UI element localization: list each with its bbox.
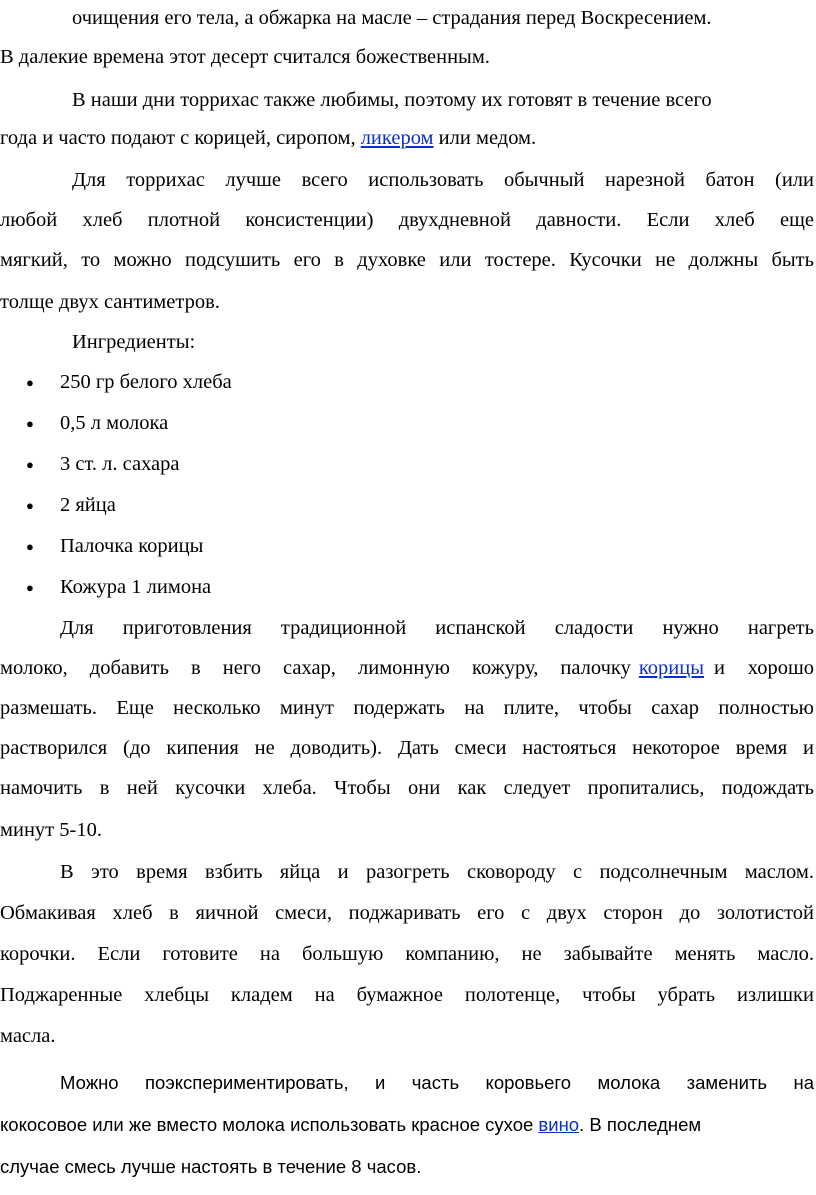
paragraph-line: масла.	[0, 1025, 56, 1047]
paragraph-line	[60, 608, 814, 649]
paragraph-line: минут 5-10.	[0, 819, 102, 841]
text-span: или медом.	[438, 127, 537, 149]
paragraph-line	[0, 240, 814, 281]
text-span: молоко, добавить в него сахар, лимонную кожуру, палочку	[0, 657, 631, 679]
paragraph-line: случае смесь лучше настоять в течение 8 часов.	[0, 1156, 422, 1177]
paragraph-line	[60, 1062, 814, 1103]
justified-text: намочить в ней кусочки хлеба. Чтобы они как следует пропитались, подождать	[0, 777, 814, 799]
text-span: . В последнем	[579, 1114, 702, 1135]
bullet-icon: ●	[26, 539, 34, 554]
justified-text: растворился (до кипения не доводить). Дать смеси настояться некоторое время и	[0, 737, 814, 759]
paragraph-line	[0, 728, 814, 769]
justified-text: Для торрихас лучше всего использовать обычный нарезной батон (или	[72, 169, 814, 191]
paragraph-line-with-link	[0, 118, 536, 159]
justified-text: любой хлеб плотной консистенции) двухдневной давности. Если хлеб еще	[0, 209, 814, 231]
paragraph-line	[0, 768, 814, 809]
paragraph-line	[0, 200, 814, 241]
cinnamon-link[interactable]: корицы	[638, 657, 704, 679]
bullet-icon: ●	[26, 498, 34, 513]
bullet-icon: ●	[26, 457, 34, 472]
paragraph-line-with-link	[0, 1104, 701, 1145]
liqueur-link[interactable]: ликером	[360, 127, 434, 149]
paragraph-line: В далекие времена этот десерт считался божественным.	[0, 46, 490, 68]
paragraph-line	[0, 975, 814, 1016]
bullet-icon: ●	[26, 416, 34, 431]
justified-text: Обмакивая хлеб в яичной смеси, поджаривать его с двух сторон до золотистой	[0, 902, 814, 924]
justified-text: Можно поэкспериментировать, и часть коровьего молока заменить на	[60, 1072, 814, 1093]
bullet-icon: ●	[26, 375, 34, 390]
list-item-text: 250 гр белого хлеба	[60, 371, 232, 393]
justified-text: Для приготовления традиционной испанской сладости нужно нагреть	[60, 617, 814, 639]
bullet-icon: ●	[26, 580, 34, 595]
text-span: года и часто подают с корицей, сиропом,	[0, 127, 356, 149]
paragraph-line	[0, 934, 814, 975]
paragraph-line: очищения его тела, а обжарка на масле – страдания перед Воскресением.	[72, 7, 712, 29]
list-item-text: Палочка корицы	[60, 535, 204, 557]
list-item-text: 3 ст. л. сахара	[60, 453, 180, 475]
paragraph-line-with-link	[0, 648, 814, 689]
paragraph-line: толще двух сантиметров.	[0, 291, 220, 313]
paragraph-line	[72, 160, 814, 201]
justified-text: размешать. Еще несколько минут подержать на плите, чтобы сахар полностью	[0, 697, 814, 719]
ingredients-heading: Ингредиенты:	[72, 331, 196, 353]
list-item-text: Кожура 1 лимона	[60, 576, 212, 598]
paragraph-line	[60, 852, 814, 893]
justified-text: корочки. Если готовите на большую компанию, не забывайте менять масло.	[0, 943, 814, 965]
list-item-text: 2 яйца	[60, 494, 116, 516]
paragraph-line: В наши дни торрихас также любимы, поэтому их готовят в течение всего	[72, 89, 712, 111]
paragraph-line	[0, 893, 814, 934]
text-span: и хорошо	[714, 657, 814, 679]
justified-text: Поджаренные хлебцы кладем на бумажное полотенце, чтобы убрать излишки	[0, 984, 814, 1006]
wine-link[interactable]: вино	[538, 1114, 580, 1135]
list-item-text: 0,5 л молока	[60, 412, 169, 434]
paragraph-line	[0, 688, 814, 729]
justified-text: мягкий, то можно подсушить его в духовке или тостере. Кусочки не должны быть	[0, 249, 814, 271]
text-span: кокосовое или же вместо молока использовать красное сухое	[0, 1114, 534, 1135]
justified-text: В это время взбить яйца и разогреть сковороду с подсолнечным маслом.	[60, 861, 814, 883]
